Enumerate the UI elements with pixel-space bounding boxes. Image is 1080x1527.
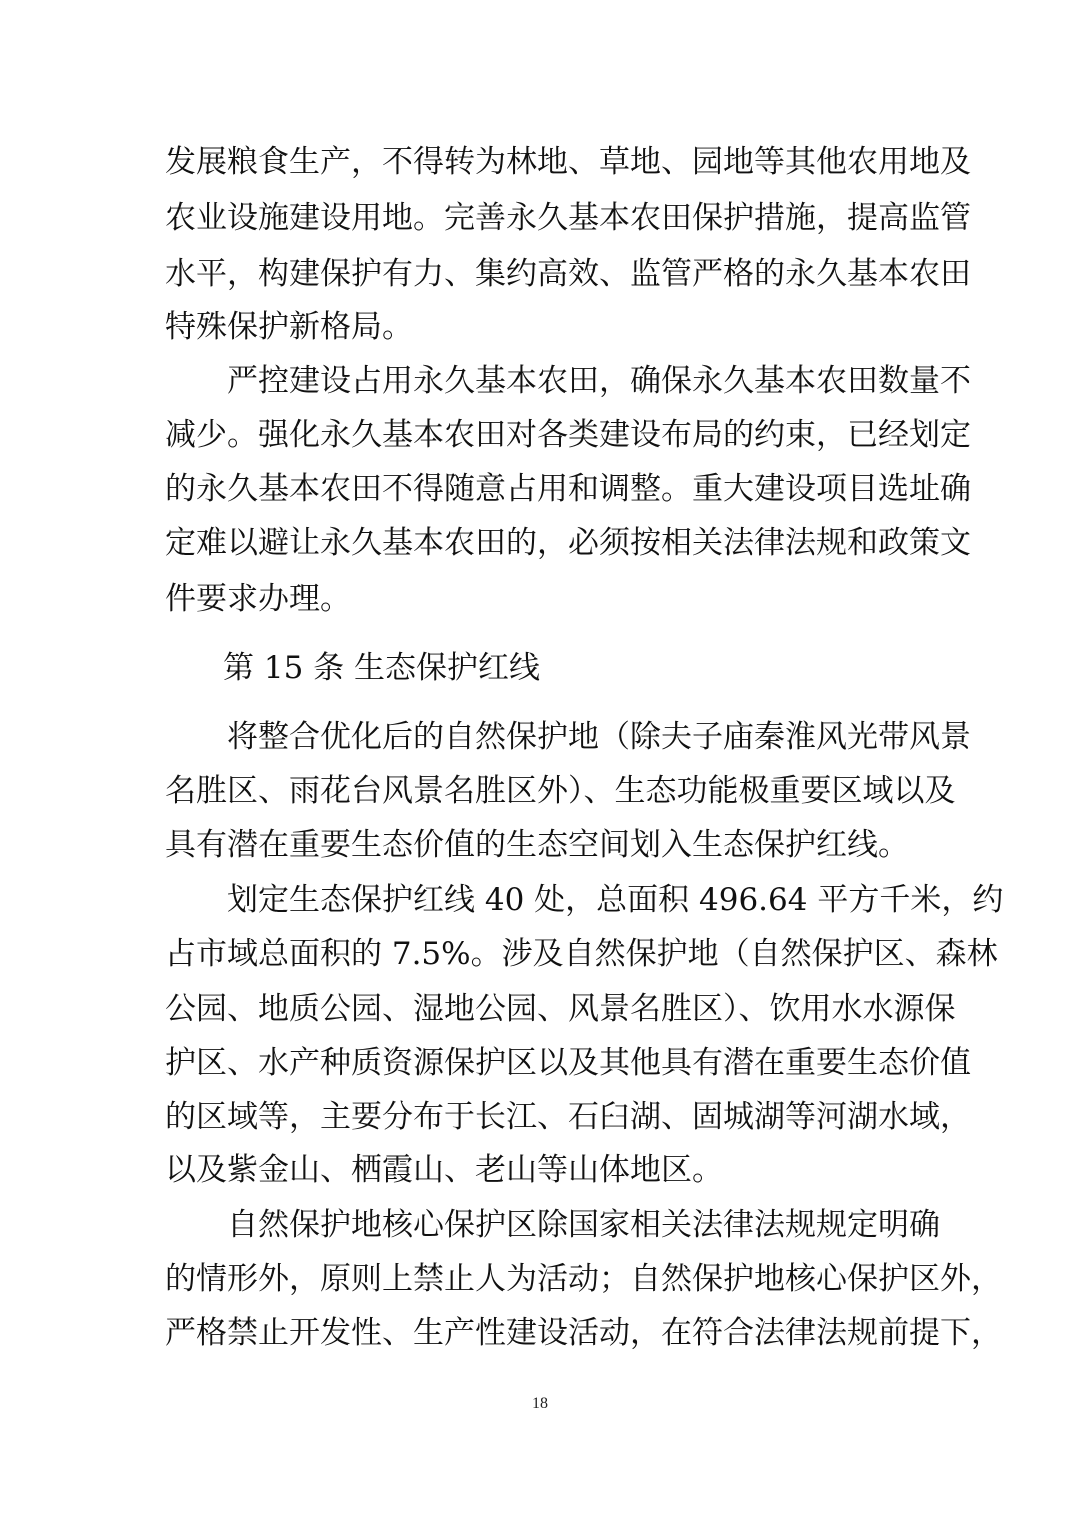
text-line: 以及紫金山、栖霞山、老山等山体地区。 [165, 1152, 723, 1188]
text-line: 护区、水产种质资源保护区以及其他具有潜在重要生态价值 [165, 1045, 971, 1081]
section-heading: 第 15 条 生态保护红线 [223, 650, 541, 686]
text-line: 自然保护地核心保护区除国家相关法律法规规定明确 [165, 1207, 940, 1243]
text-line: 名胜区、雨花台风景名胜区外）、生态功能极重要区域以及 [165, 773, 956, 809]
text-line: 的情形外，原则上禁止人为活动；自然保护地核心保护区外， [165, 1261, 1002, 1297]
text-line: 特殊保护新格局。 [165, 309, 413, 345]
text-line: 定难以避让永久基本农田的，必须按相关法律法规和政策文 [165, 525, 971, 561]
text-line: 严控建设占用永久基本农田，确保永久基本农田数量不 [165, 363, 971, 399]
text-line: 水平，构建保护有力、集约高效、监管严格的永久基本农田 [165, 256, 971, 292]
text-line: 严格禁止开发性、生产性建设活动，在符合法律法规前提下， [165, 1315, 1002, 1351]
text-line: 将整合优化后的自然保护地（除夫子庙秦淮风光带风景 [165, 719, 971, 755]
text-line: 发展粮食生产，不得转为林地、草地、园地等其他农用地及 [165, 144, 971, 180]
page-number: 18 [532, 1395, 548, 1412]
text-line: 减少。强化永久基本农田对各类建设布局的约束，已经划定 [165, 417, 971, 453]
text-line: 的永久基本农田不得随意占用和调整。重大建设项目选址确 [165, 471, 971, 507]
text-line: 具有潜在重要生态价值的生态空间划入生态保护红线。 [165, 827, 909, 863]
text-line: 农业设施建设用地。完善永久基本农田保护措施，提高监管 [165, 200, 971, 236]
text-line: 件要求办理。 [165, 581, 351, 617]
text-line: 占市域总面积的 7.5%。涉及自然保护地（自然保护区、森林 [165, 936, 998, 972]
text-line: 的区域等，主要分布于长江、石臼湖、固城湖等河湖水域， [165, 1099, 971, 1135]
text-line: 公园、地质公园、湿地公园、风景名胜区）、饮用水水源保 [165, 991, 956, 1027]
text-line: 划定生态保护红线 40 处，总面积 496.64 平方千米，约 [165, 882, 1004, 918]
